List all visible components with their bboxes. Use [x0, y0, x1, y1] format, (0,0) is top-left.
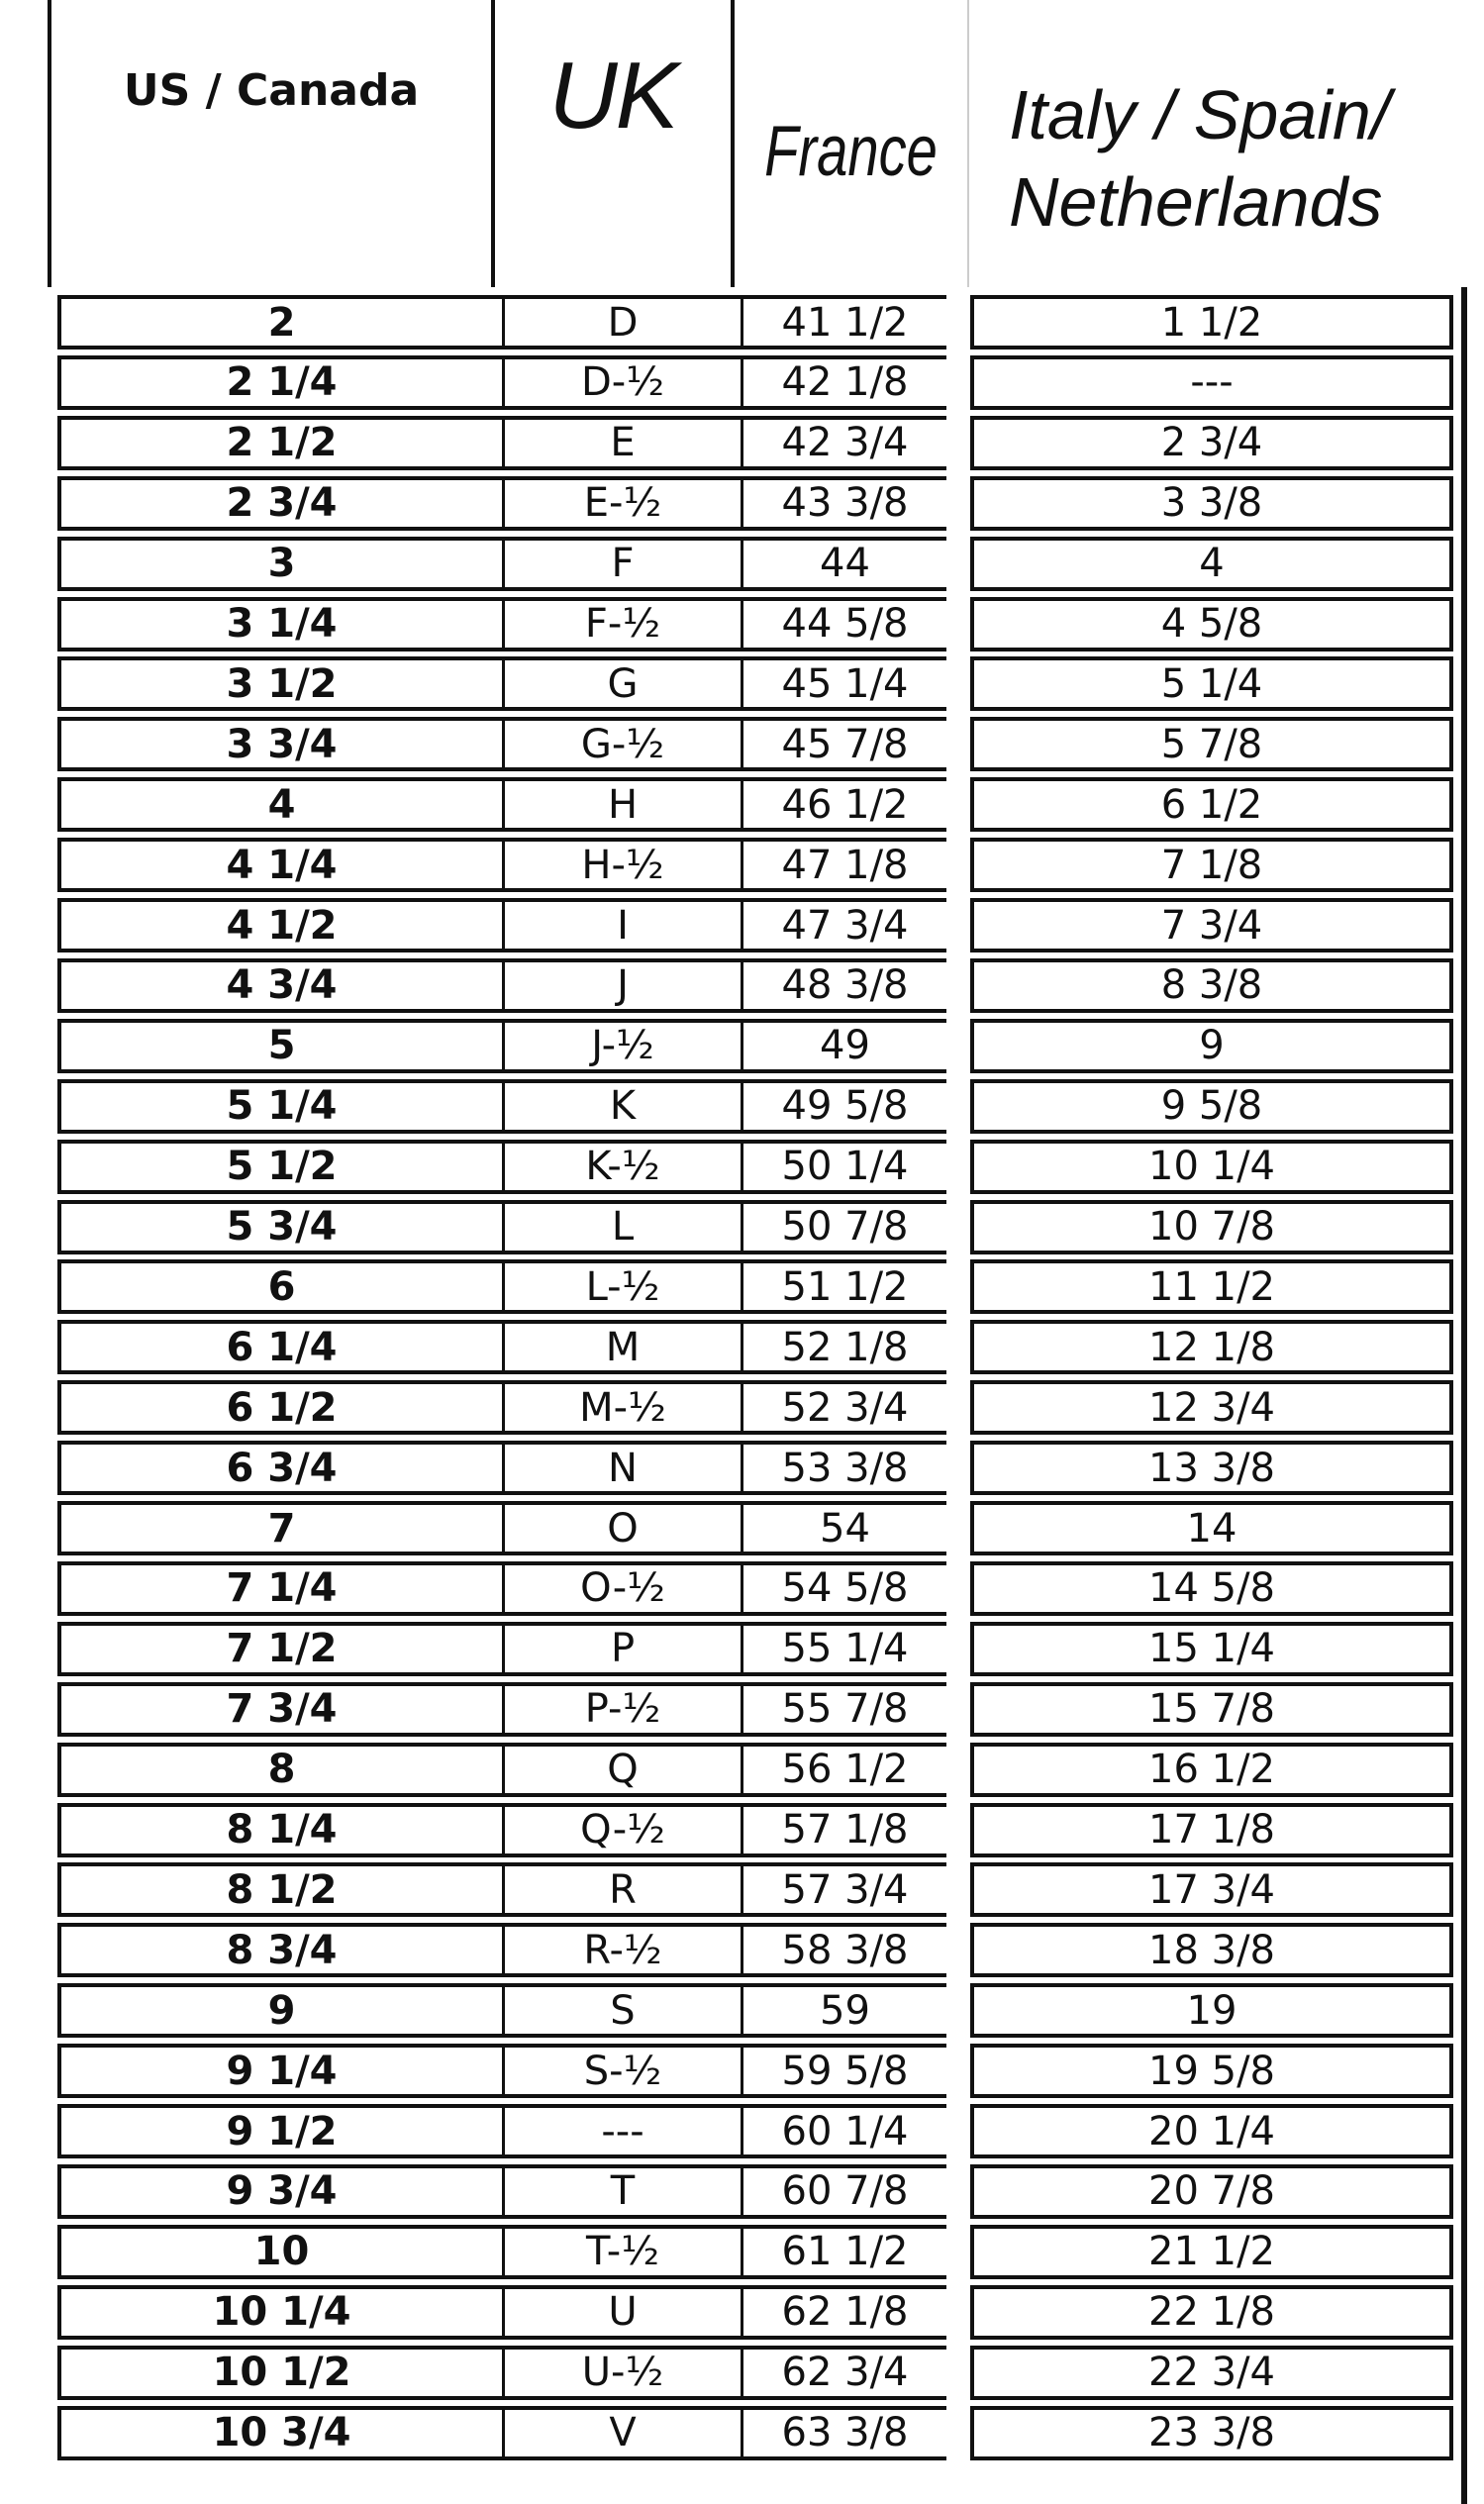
table-row	[0, 473, 1484, 534]
cell-france: 45 1/4	[741, 656, 946, 711]
table-row	[0, 594, 1484, 654]
cell-uk: F	[502, 537, 743, 591]
table-row	[0, 1558, 1484, 1619]
cell-italy-spain-netherlands: 12 3/4	[970, 1380, 1453, 1435]
cell-france: 61 1/2	[741, 2225, 946, 2279]
table-row	[0, 1498, 1484, 1558]
cell-us-canada: 8 3/4	[57, 1923, 505, 1977]
cell-uk: N	[502, 1441, 743, 1495]
cell-france: 54	[741, 1501, 946, 1555]
cell-france: 56 1/2	[741, 1743, 946, 1797]
cell-france: 42 1/8	[741, 355, 946, 410]
cell-france: 51 1/2	[741, 1259, 946, 1314]
cell-us-canada: 4 3/4	[57, 958, 505, 1013]
table-row	[0, 835, 1484, 895]
cell-us-canada: 6	[57, 1259, 505, 1314]
table-row	[0, 1740, 1484, 1800]
cell-us-canada: 7 3/4	[57, 1682, 505, 1737]
table-row	[0, 653, 1484, 714]
cell-italy-spain-netherlands: 21 1/2	[970, 2225, 1453, 2279]
cell-uk: R-½	[502, 1923, 743, 1977]
cell-italy-spain-netherlands: 9 5/8	[970, 1079, 1453, 1134]
header-italy-spain-netherlands	[969, 0, 1454, 287]
cell-italy-spain-netherlands: 16 1/2	[970, 1743, 1453, 1797]
cell-france: 57 3/4	[741, 1862, 946, 1917]
cell-us-canada: 3 1/4	[57, 597, 505, 651]
cell-uk: L-½	[502, 1259, 743, 1314]
table-row	[0, 1859, 1484, 1920]
cell-france: 55 7/8	[741, 1682, 946, 1737]
table-row	[0, 352, 1484, 413]
cell-italy-spain-netherlands: 20 7/8	[970, 2164, 1453, 2219]
table-row	[0, 1800, 1484, 1860]
table-row	[0, 1016, 1484, 1076]
cell-uk: M-½	[502, 1380, 743, 1435]
cell-italy-spain-netherlands: 1 1/2	[970, 295, 1453, 350]
header-france-label: France	[764, 112, 938, 191]
cell-us-canada: 9 1/4	[57, 2044, 505, 2098]
cell-uk: R	[502, 1862, 743, 1917]
cell-italy-spain-netherlands: 3 3/8	[970, 476, 1453, 531]
cell-france: 62 1/8	[741, 2285, 946, 2340]
cell-france: 49	[741, 1019, 946, 1073]
cell-france: 47 3/4	[741, 898, 946, 952]
table-row	[0, 1197, 1484, 1257]
cell-italy-spain-netherlands: 17 3/4	[970, 1862, 1453, 1917]
cell-france: 41 1/2	[741, 295, 946, 350]
cell-italy-spain-netherlands: 15 1/4	[970, 1622, 1453, 1676]
cell-france: 50 1/4	[741, 1140, 946, 1194]
cell-italy-spain-netherlands: 23 3/8	[970, 2406, 1453, 2460]
table-row	[0, 1256, 1484, 1317]
cell-france: 45 7/8	[741, 717, 946, 771]
cell-us-canada: 4 1/4	[57, 838, 505, 892]
cell-italy-spain-netherlands: 14 5/8	[970, 1561, 1453, 1616]
table-row	[0, 2403, 1484, 2463]
cell-italy-spain-netherlands: ---	[970, 355, 1453, 410]
table-row	[0, 2161, 1484, 2222]
table-row	[0, 1920, 1484, 1980]
cell-uk: U-½	[502, 2346, 743, 2400]
cell-uk: H-½	[502, 838, 743, 892]
cell-uk: J-½	[502, 1019, 743, 1073]
cell-italy-spain-netherlands: 17 1/8	[970, 1803, 1453, 1857]
cell-us-canada: 10 3/4	[57, 2406, 505, 2460]
cell-italy-spain-netherlands: 15 7/8	[970, 1682, 1453, 1737]
cell-italy-spain-netherlands: 5 7/8	[970, 717, 1453, 771]
cell-uk: ---	[502, 2104, 743, 2158]
cell-uk: U	[502, 2285, 743, 2340]
cell-italy-spain-netherlands: 20 1/4	[970, 2104, 1453, 2158]
cell-uk: J	[502, 958, 743, 1013]
cell-us-canada: 6 3/4	[57, 1441, 505, 1495]
cell-us-canada: 10	[57, 2225, 505, 2279]
cell-uk: H	[502, 777, 743, 832]
cell-france: 60 1/4	[741, 2104, 946, 2158]
cell-uk: O	[502, 1501, 743, 1555]
header-uk	[495, 0, 735, 287]
cell-uk: G	[502, 656, 743, 711]
cell-us-canada: 3 1/2	[57, 656, 505, 711]
table-row	[0, 2101, 1484, 2161]
cell-uk: E-½	[502, 476, 743, 531]
cell-us-canada: 7	[57, 1501, 505, 1555]
table-row	[0, 2222, 1484, 2282]
cell-italy-spain-netherlands: 7 1/8	[970, 838, 1453, 892]
cell-us-canada: 5	[57, 1019, 505, 1073]
cell-us-canada: 3	[57, 537, 505, 591]
cell-italy-spain-netherlands: 9	[970, 1019, 1453, 1073]
header-italy-spain-netherlands-label: Italy / Spain/ Netherlands	[1009, 76, 1391, 241]
table-row	[0, 292, 1484, 352]
cell-us-canada: 3 3/4	[57, 717, 505, 771]
cell-italy-spain-netherlands: 11 1/2	[970, 1259, 1453, 1314]
cell-italy-spain-netherlands: 6 1/2	[970, 777, 1453, 832]
table-row	[0, 714, 1484, 774]
cell-uk: M	[502, 1320, 743, 1374]
cell-us-canada: 4	[57, 777, 505, 832]
cell-france: 55 1/4	[741, 1622, 946, 1676]
cell-uk: O-½	[502, 1561, 743, 1616]
cell-us-canada: 8 1/4	[57, 1803, 505, 1857]
cell-us-canada: 2 1/2	[57, 416, 505, 470]
cell-us-canada: 5 1/4	[57, 1079, 505, 1134]
cell-uk: V	[502, 2406, 743, 2460]
cell-france: 44 5/8	[741, 597, 946, 651]
cell-uk: P-½	[502, 1682, 743, 1737]
cell-uk: E	[502, 416, 743, 470]
cell-us-canada: 5 1/2	[57, 1140, 505, 1194]
cell-italy-spain-netherlands: 7 3/4	[970, 898, 1453, 952]
table-row	[0, 1317, 1484, 1377]
cell-italy-spain-netherlands: 19	[970, 1983, 1453, 2038]
cell-france: 50 7/8	[741, 1200, 946, 1254]
cell-us-canada: 10 1/4	[57, 2285, 505, 2340]
cell-us-canada: 2 3/4	[57, 476, 505, 531]
header-us-canada	[48, 0, 495, 287]
cell-italy-spain-netherlands: 10 7/8	[970, 1200, 1453, 1254]
cell-uk: I	[502, 898, 743, 952]
table-row	[0, 534, 1484, 594]
cell-italy-spain-netherlands: 2 3/4	[970, 416, 1453, 470]
cell-france: 52 1/8	[741, 1320, 946, 1374]
cell-italy-spain-netherlands: 22 3/4	[970, 2346, 1453, 2400]
cell-italy-spain-netherlands: 4 5/8	[970, 597, 1453, 651]
header-us-canada-label: US / Canada	[123, 65, 420, 116]
header-uk-label: UK	[548, 43, 677, 149]
cell-uk: P	[502, 1622, 743, 1676]
table-row	[0, 955, 1484, 1016]
cell-uk: F-½	[502, 597, 743, 651]
cell-uk: S-½	[502, 2044, 743, 2098]
cell-us-canada: 6 1/2	[57, 1380, 505, 1435]
cell-uk: K-½	[502, 1140, 743, 1194]
cell-uk: Q-½	[502, 1803, 743, 1857]
cell-italy-spain-netherlands: 22 1/8	[970, 2285, 1453, 2340]
cell-france: 54 5/8	[741, 1561, 946, 1616]
cell-italy-spain-netherlands: 10 1/4	[970, 1140, 1453, 1194]
cell-us-canada: 7 1/2	[57, 1622, 505, 1676]
cell-us-canada: 9 1/2	[57, 2104, 505, 2158]
cell-italy-spain-netherlands: 5 1/4	[970, 656, 1453, 711]
cell-us-canada: 4 1/2	[57, 898, 505, 952]
cell-france: 59 5/8	[741, 2044, 946, 2098]
cell-us-canada: 7 1/4	[57, 1561, 505, 1616]
cell-france: 44	[741, 537, 946, 591]
table-row	[0, 1137, 1484, 1197]
table-row	[0, 2041, 1484, 2101]
cell-france: 42 3/4	[741, 416, 946, 470]
cell-france: 62 3/4	[741, 2346, 946, 2400]
cell-france: 57 1/8	[741, 1803, 946, 1857]
cell-france: 52 3/4	[741, 1380, 946, 1435]
cell-italy-spain-netherlands: 14	[970, 1501, 1453, 1555]
cell-france: 43 3/8	[741, 476, 946, 531]
table-row	[0, 1679, 1484, 1740]
cell-us-canada: 5 3/4	[57, 1200, 505, 1254]
table-row	[0, 1377, 1484, 1438]
cell-us-canada: 10 1/2	[57, 2346, 505, 2400]
cell-uk: T-½	[502, 2225, 743, 2279]
cell-france: 47 1/8	[741, 838, 946, 892]
cell-italy-spain-netherlands: 13 3/8	[970, 1441, 1453, 1495]
cell-france: 63 3/8	[741, 2406, 946, 2460]
cell-uk: D-½	[502, 355, 743, 410]
cell-uk: T	[502, 2164, 743, 2219]
cell-uk: S	[502, 1983, 743, 2038]
cell-uk: Q	[502, 1743, 743, 1797]
table-row	[0, 1438, 1484, 1498]
cell-us-canada: 2	[57, 295, 505, 350]
cell-italy-spain-netherlands: 12 1/8	[970, 1320, 1453, 1374]
cell-us-canada: 8	[57, 1743, 505, 1797]
table-row	[0, 1076, 1484, 1137]
cell-us-canada: 2 1/4	[57, 355, 505, 410]
cell-france: 59	[741, 1983, 946, 2038]
header-france	[735, 0, 969, 287]
table-row	[0, 2282, 1484, 2343]
cell-us-canada: 6 1/4	[57, 1320, 505, 1374]
cell-us-canada: 9	[57, 1983, 505, 2038]
cell-uk: D	[502, 295, 743, 350]
cell-france: 53 3/8	[741, 1441, 946, 1495]
table-row	[0, 1619, 1484, 1679]
cell-france: 49 5/8	[741, 1079, 946, 1134]
table-row	[0, 774, 1484, 835]
table-row	[0, 895, 1484, 955]
cell-uk: K	[502, 1079, 743, 1134]
cell-france: 58 3/8	[741, 1923, 946, 1977]
table-row	[0, 1980, 1484, 2041]
cell-france: 48 3/8	[741, 958, 946, 1013]
table-row	[0, 2343, 1484, 2403]
cell-italy-spain-netherlands: 19 5/8	[970, 2044, 1453, 2098]
cell-italy-spain-netherlands: 8 3/8	[970, 958, 1453, 1013]
cell-italy-spain-netherlands: 4	[970, 537, 1453, 591]
cell-italy-spain-netherlands: 18 3/8	[970, 1923, 1453, 1977]
cell-uk: G-½	[502, 717, 743, 771]
cell-france: 46 1/2	[741, 777, 946, 832]
cell-us-canada: 9 3/4	[57, 2164, 505, 2219]
cell-france: 60 7/8	[741, 2164, 946, 2219]
cell-us-canada: 8 1/2	[57, 1862, 505, 1917]
cell-uk: L	[502, 1200, 743, 1254]
table-row	[0, 413, 1484, 473]
